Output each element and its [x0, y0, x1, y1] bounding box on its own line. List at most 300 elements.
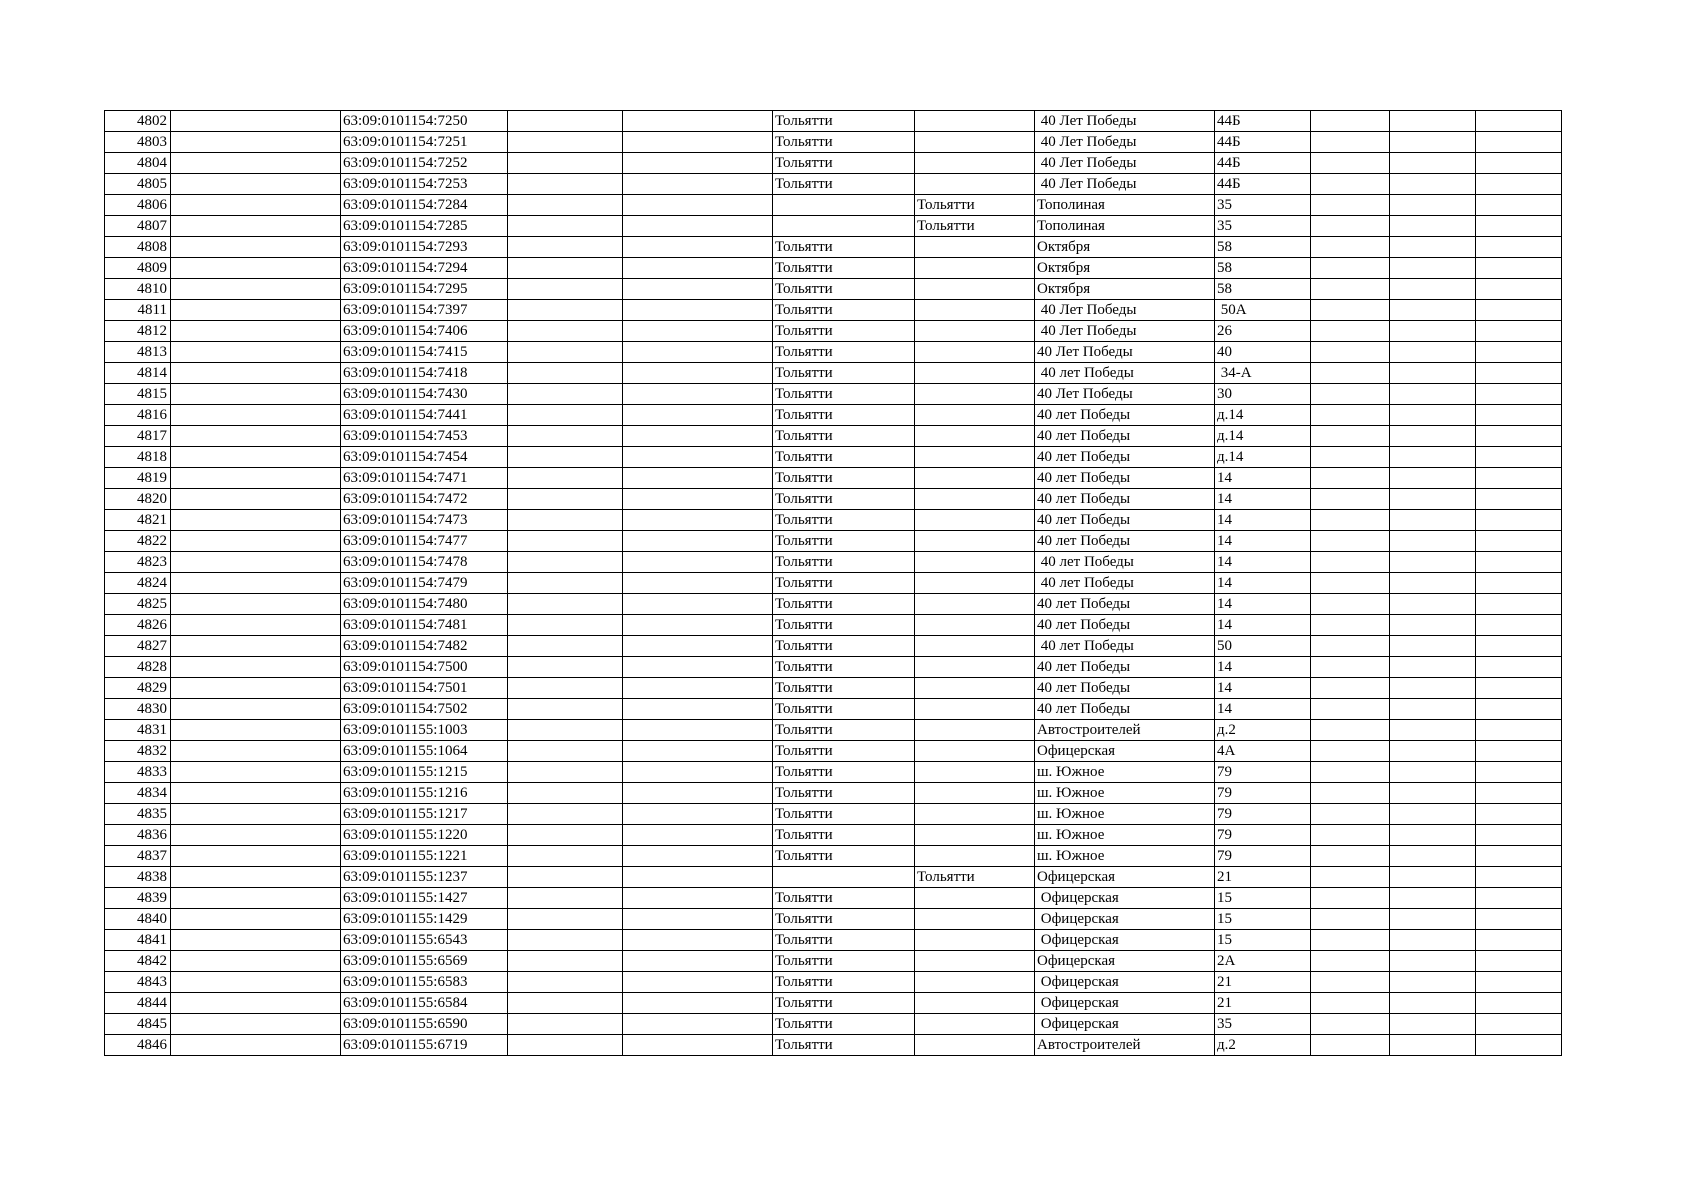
empty-cell: [171, 405, 341, 426]
street-cell: Тополиная: [1035, 195, 1215, 216]
empty-cell: [623, 615, 773, 636]
empty-cell: [508, 636, 623, 657]
table-row: [105, 825, 1562, 846]
empty-cell: [1390, 636, 1476, 657]
settlement-cell: [915, 720, 1035, 741]
empty-cell: [1311, 615, 1390, 636]
empty-cell: [171, 111, 341, 132]
table-row: [105, 300, 1562, 321]
house-number-cell: 14: [1215, 573, 1311, 594]
row-number-cell: 4842: [105, 951, 171, 972]
empty-cell: [508, 531, 623, 552]
empty-cell: [508, 993, 623, 1014]
empty-cell: [171, 531, 341, 552]
settlement-cell: [915, 825, 1035, 846]
empty-cell: [171, 783, 341, 804]
house-number-cell: 14: [1215, 531, 1311, 552]
empty-cell: [1390, 825, 1476, 846]
settlement-cell: [915, 888, 1035, 909]
empty-cell: [171, 279, 341, 300]
house-number-cell: 26: [1215, 321, 1311, 342]
empty-cell: [508, 972, 623, 993]
settlement-cell: [915, 804, 1035, 825]
city-cell: Тольятти: [773, 237, 915, 258]
row-number-cell: 4831: [105, 720, 171, 741]
house-number-cell: 2А: [1215, 951, 1311, 972]
cadastral-number-cell: 63:09:0101155:6584: [341, 993, 508, 1014]
empty-cell: [1476, 1014, 1562, 1035]
empty-cell: [1476, 552, 1562, 573]
row-number-cell: 4830: [105, 699, 171, 720]
table-row: [105, 678, 1562, 699]
cadastral-number-cell: 63:09:0101154:7418: [341, 363, 508, 384]
empty-cell: [1390, 657, 1476, 678]
city-cell: Тольятти: [773, 384, 915, 405]
empty-cell: [171, 510, 341, 531]
empty-cell: [508, 1035, 623, 1056]
street-cell: 40 лет Победы: [1035, 531, 1215, 552]
table-row: [105, 153, 1562, 174]
empty-cell: [1390, 1035, 1476, 1056]
empty-cell: [1476, 1035, 1562, 1056]
empty-cell: [171, 867, 341, 888]
empty-cell: [1390, 279, 1476, 300]
house-number-cell: 50: [1215, 636, 1311, 657]
house-number-cell: 14: [1215, 657, 1311, 678]
settlement-cell: [915, 972, 1035, 993]
table-row: [105, 762, 1562, 783]
empty-cell: [1390, 342, 1476, 363]
empty-cell: [508, 720, 623, 741]
empty-cell: [508, 846, 623, 867]
house-number-cell: 21: [1215, 972, 1311, 993]
row-number-cell: 4805: [105, 174, 171, 195]
empty-cell: [1311, 657, 1390, 678]
row-number-cell: 4821: [105, 510, 171, 531]
empty-cell: [1476, 384, 1562, 405]
row-number-cell: 4835: [105, 804, 171, 825]
street-cell: Октября: [1035, 279, 1215, 300]
empty-cell: [623, 447, 773, 468]
empty-cell: [623, 909, 773, 930]
table-row: [105, 1014, 1562, 1035]
cadastral-number-cell: 63:09:0101155:1221: [341, 846, 508, 867]
table-row: [105, 174, 1562, 195]
empty-cell: [171, 237, 341, 258]
empty-cell: [1476, 741, 1562, 762]
empty-cell: [171, 153, 341, 174]
empty-cell: [171, 678, 341, 699]
city-cell: Тольятти: [773, 909, 915, 930]
settlement-cell: [915, 909, 1035, 930]
cadastral-number-cell: 63:09:0101154:7415: [341, 342, 508, 363]
cadastral-number-cell: 63:09:0101154:7478: [341, 552, 508, 573]
table-row: [105, 384, 1562, 405]
house-number-cell: 40: [1215, 342, 1311, 363]
empty-cell: [623, 363, 773, 384]
city-cell: Тольятти: [773, 447, 915, 468]
empty-cell: [171, 363, 341, 384]
row-number-cell: 4828: [105, 657, 171, 678]
house-number-cell: 58: [1215, 237, 1311, 258]
row-number-cell: 4809: [105, 258, 171, 279]
empty-cell: [1311, 237, 1390, 258]
city-cell: Тольятти: [773, 993, 915, 1014]
empty-cell: [171, 993, 341, 1014]
settlement-cell: [915, 1014, 1035, 1035]
cadastral-number-cell: 63:09:0101155:1220: [341, 825, 508, 846]
empty-cell: [1390, 594, 1476, 615]
cadastral-number-cell: 63:09:0101155:6590: [341, 1014, 508, 1035]
empty-cell: [1311, 258, 1390, 279]
empty-cell: [623, 300, 773, 321]
house-number-cell: 79: [1215, 825, 1311, 846]
street-cell: ш. Южное: [1035, 762, 1215, 783]
settlement-cell: [915, 426, 1035, 447]
table-row: [105, 405, 1562, 426]
row-number-cell: 4806: [105, 195, 171, 216]
empty-cell: [171, 195, 341, 216]
empty-cell: [1476, 930, 1562, 951]
empty-cell: [1390, 258, 1476, 279]
empty-cell: [171, 132, 341, 153]
settlement-cell: [915, 342, 1035, 363]
row-number-cell: 4827: [105, 636, 171, 657]
house-number-cell: 14: [1215, 615, 1311, 636]
row-number-cell: 4808: [105, 237, 171, 258]
table-row: [105, 783, 1562, 804]
settlement-cell: [915, 636, 1035, 657]
empty-cell: [171, 804, 341, 825]
empty-cell: [1476, 279, 1562, 300]
empty-cell: [1390, 888, 1476, 909]
empty-cell: [1390, 867, 1476, 888]
empty-cell: [1311, 405, 1390, 426]
empty-cell: [508, 804, 623, 825]
empty-cell: [508, 258, 623, 279]
empty-cell: [1476, 678, 1562, 699]
empty-cell: [171, 636, 341, 657]
city-cell: Тольятти: [773, 888, 915, 909]
row-number-cell: 4810: [105, 279, 171, 300]
empty-cell: [1390, 909, 1476, 930]
empty-cell: [1390, 783, 1476, 804]
empty-cell: [1390, 678, 1476, 699]
house-number-cell: 50А: [1215, 300, 1311, 321]
street-cell: ш. Южное: [1035, 846, 1215, 867]
row-number-cell: 4815: [105, 384, 171, 405]
cadastral-number-cell: 63:09:0101154:7295: [341, 279, 508, 300]
city-cell: Тольятти: [773, 111, 915, 132]
empty-cell: [1390, 132, 1476, 153]
settlement-cell: [915, 300, 1035, 321]
cadastral-number-cell: 63:09:0101154:7471: [341, 468, 508, 489]
street-cell: Офицерская: [1035, 951, 1215, 972]
empty-cell: [171, 426, 341, 447]
empty-cell: [508, 888, 623, 909]
table-row: [105, 111, 1562, 132]
empty-cell: [1476, 300, 1562, 321]
empty-cell: [171, 594, 341, 615]
city-cell: Тольятти: [773, 594, 915, 615]
cadastral-number-cell: 63:09:0101155:1003: [341, 720, 508, 741]
cadastral-number-cell: 63:09:0101154:7453: [341, 426, 508, 447]
empty-cell: [1476, 321, 1562, 342]
empty-cell: [1390, 300, 1476, 321]
street-cell: Офицерская: [1035, 972, 1215, 993]
empty-cell: [1476, 405, 1562, 426]
table-row: [105, 216, 1562, 237]
settlement-cell: [915, 930, 1035, 951]
table-row: [105, 258, 1562, 279]
empty-cell: [1311, 573, 1390, 594]
empty-cell: [623, 279, 773, 300]
empty-cell: [171, 573, 341, 594]
empty-cell: [1311, 384, 1390, 405]
empty-cell: [1311, 846, 1390, 867]
cadastral-number-cell: 63:09:0101154:7479: [341, 573, 508, 594]
empty-cell: [508, 489, 623, 510]
settlement-cell: [915, 531, 1035, 552]
empty-cell: [1390, 489, 1476, 510]
empty-cell: [171, 384, 341, 405]
empty-cell: [1311, 1035, 1390, 1056]
empty-cell: [1311, 888, 1390, 909]
street-cell: 40 лет Победы: [1035, 426, 1215, 447]
house-number-cell: 14: [1215, 510, 1311, 531]
cadastral-number-cell: 63:09:0101154:7284: [341, 195, 508, 216]
street-cell: 40 лет Победы: [1035, 678, 1215, 699]
row-number-cell: 4813: [105, 342, 171, 363]
street-cell: 40 лет Победы: [1035, 636, 1215, 657]
street-cell: 40 Лет Победы: [1035, 384, 1215, 405]
empty-cell: [1311, 111, 1390, 132]
house-number-cell: 14: [1215, 699, 1311, 720]
table-row: [105, 342, 1562, 363]
street-cell: 40 Лет Победы: [1035, 174, 1215, 195]
empty-cell: [171, 174, 341, 195]
street-cell: Автостроителей: [1035, 1035, 1215, 1056]
empty-cell: [1390, 195, 1476, 216]
empty-cell: [1476, 720, 1562, 741]
row-number-cell: 4822: [105, 531, 171, 552]
city-cell: Тольятти: [773, 468, 915, 489]
empty-cell: [1476, 426, 1562, 447]
empty-cell: [1476, 216, 1562, 237]
city-cell: Тольятти: [773, 741, 915, 762]
house-number-cell: 35: [1215, 195, 1311, 216]
table-row: [105, 447, 1562, 468]
street-cell: 40 лет Победы: [1035, 594, 1215, 615]
row-number-cell: 4841: [105, 930, 171, 951]
empty-cell: [1311, 195, 1390, 216]
street-cell: Тополиная: [1035, 216, 1215, 237]
street-cell: Автостроителей: [1035, 720, 1215, 741]
row-number-cell: 4836: [105, 825, 171, 846]
settlement-cell: [915, 132, 1035, 153]
empty-cell: [1390, 972, 1476, 993]
empty-cell: [508, 279, 623, 300]
house-number-cell: д.14: [1215, 426, 1311, 447]
house-number-cell: 15: [1215, 930, 1311, 951]
settlement-cell: [915, 363, 1035, 384]
cadastral-number-cell: 63:09:0101154:7477: [341, 531, 508, 552]
settlement-cell: [915, 405, 1035, 426]
empty-cell: [623, 111, 773, 132]
table-row: [105, 573, 1562, 594]
empty-cell: [1476, 573, 1562, 594]
street-cell: Офицерская: [1035, 888, 1215, 909]
settlement-cell: [915, 741, 1035, 762]
empty-cell: [508, 951, 623, 972]
empty-cell: [623, 741, 773, 762]
empty-cell: [623, 951, 773, 972]
empty-cell: [1390, 615, 1476, 636]
empty-cell: [1390, 237, 1476, 258]
empty-cell: [623, 174, 773, 195]
house-number-cell: д.14: [1215, 447, 1311, 468]
settlement-cell: [915, 468, 1035, 489]
city-cell: Тольятти: [773, 363, 915, 384]
empty-cell: [1390, 699, 1476, 720]
settlement-cell: [915, 489, 1035, 510]
table-row: [105, 594, 1562, 615]
cadastral-number-cell: 63:09:0101154:7501: [341, 678, 508, 699]
table-row: [105, 321, 1562, 342]
settlement-cell: [915, 846, 1035, 867]
empty-cell: [171, 846, 341, 867]
empty-cell: [623, 489, 773, 510]
street-cell: 40 лет Победы: [1035, 699, 1215, 720]
empty-cell: [508, 300, 623, 321]
empty-cell: [1476, 993, 1562, 1014]
row-number-cell: 4823: [105, 552, 171, 573]
empty-cell: [171, 342, 341, 363]
empty-cell: [623, 216, 773, 237]
house-number-cell: 14: [1215, 489, 1311, 510]
settlement-cell: Тольятти: [915, 867, 1035, 888]
row-number-cell: 4839: [105, 888, 171, 909]
settlement-cell: [915, 678, 1035, 699]
settlement-cell: [915, 993, 1035, 1014]
empty-cell: [1311, 951, 1390, 972]
empty-cell: [623, 678, 773, 699]
street-cell: 40 Лет Победы: [1035, 321, 1215, 342]
empty-cell: [1311, 216, 1390, 237]
empty-cell: [508, 447, 623, 468]
city-cell: Тольятти: [773, 1035, 915, 1056]
empty-cell: [508, 762, 623, 783]
empty-cell: [1311, 279, 1390, 300]
settlement-cell: [915, 762, 1035, 783]
settlement-cell: [915, 615, 1035, 636]
settlement-cell: [915, 783, 1035, 804]
empty-cell: [1476, 258, 1562, 279]
street-cell: 40 лет Победы: [1035, 468, 1215, 489]
city-cell: Тольятти: [773, 972, 915, 993]
settlement-cell: [915, 447, 1035, 468]
table-row: [105, 279, 1562, 300]
house-number-cell: 21: [1215, 867, 1311, 888]
row-number-cell: 4843: [105, 972, 171, 993]
city-cell: Тольятти: [773, 174, 915, 195]
empty-cell: [623, 426, 773, 447]
house-number-cell: 30: [1215, 384, 1311, 405]
street-cell: Офицерская: [1035, 909, 1215, 930]
empty-cell: [1476, 762, 1562, 783]
empty-cell: [508, 363, 623, 384]
street-cell: Офицерская: [1035, 993, 1215, 1014]
empty-cell: [508, 132, 623, 153]
empty-cell: [171, 489, 341, 510]
empty-cell: [1476, 195, 1562, 216]
empty-cell: [1311, 174, 1390, 195]
house-number-cell: 58: [1215, 279, 1311, 300]
city-cell: Тольятти: [773, 426, 915, 447]
cadastral-number-cell: 63:09:0101155:1064: [341, 741, 508, 762]
empty-cell: [1390, 930, 1476, 951]
cadastral-number-cell: 63:09:0101154:7294: [341, 258, 508, 279]
empty-cell: [623, 153, 773, 174]
table-row: [105, 426, 1562, 447]
street-cell: Октября: [1035, 237, 1215, 258]
empty-cell: [508, 741, 623, 762]
row-number-cell: 4824: [105, 573, 171, 594]
empty-cell: [508, 783, 623, 804]
cadastral-number-cell: 63:09:0101155:1216: [341, 783, 508, 804]
city-cell: Тольятти: [773, 678, 915, 699]
settlement-cell: [915, 174, 1035, 195]
table-row: [105, 363, 1562, 384]
table-row: [105, 909, 1562, 930]
city-cell: Тольятти: [773, 258, 915, 279]
empty-cell: [1390, 720, 1476, 741]
empty-cell: [1390, 153, 1476, 174]
street-cell: 40 лет Победы: [1035, 363, 1215, 384]
empty-cell: [508, 195, 623, 216]
cadastral-number-cell: 63:09:0101155:1427: [341, 888, 508, 909]
row-number-cell: 4820: [105, 489, 171, 510]
empty-cell: [171, 741, 341, 762]
empty-cell: [1476, 699, 1562, 720]
empty-cell: [171, 1035, 341, 1056]
table-row: [105, 720, 1562, 741]
empty-cell: [1311, 342, 1390, 363]
table-row: [105, 195, 1562, 216]
empty-cell: [1311, 447, 1390, 468]
empty-cell: [623, 888, 773, 909]
empty-cell: [171, 258, 341, 279]
settlement-cell: [915, 321, 1035, 342]
cadastral-number-cell: 63:09:0101154:7480: [341, 594, 508, 615]
settlement-cell: [915, 552, 1035, 573]
empty-cell: [508, 909, 623, 930]
street-cell: 40 лет Победы: [1035, 489, 1215, 510]
empty-cell: [623, 321, 773, 342]
city-cell: Тольятти: [773, 279, 915, 300]
empty-cell: [1390, 174, 1476, 195]
table-row: [105, 489, 1562, 510]
empty-cell: [623, 342, 773, 363]
empty-cell: [1311, 993, 1390, 1014]
city-cell: Тольятти: [773, 825, 915, 846]
empty-cell: [508, 657, 623, 678]
empty-cell: [623, 972, 773, 993]
street-cell: Офицерская: [1035, 1014, 1215, 1035]
row-number-cell: 4833: [105, 762, 171, 783]
table-row: [105, 846, 1562, 867]
house-number-cell: 14: [1215, 468, 1311, 489]
